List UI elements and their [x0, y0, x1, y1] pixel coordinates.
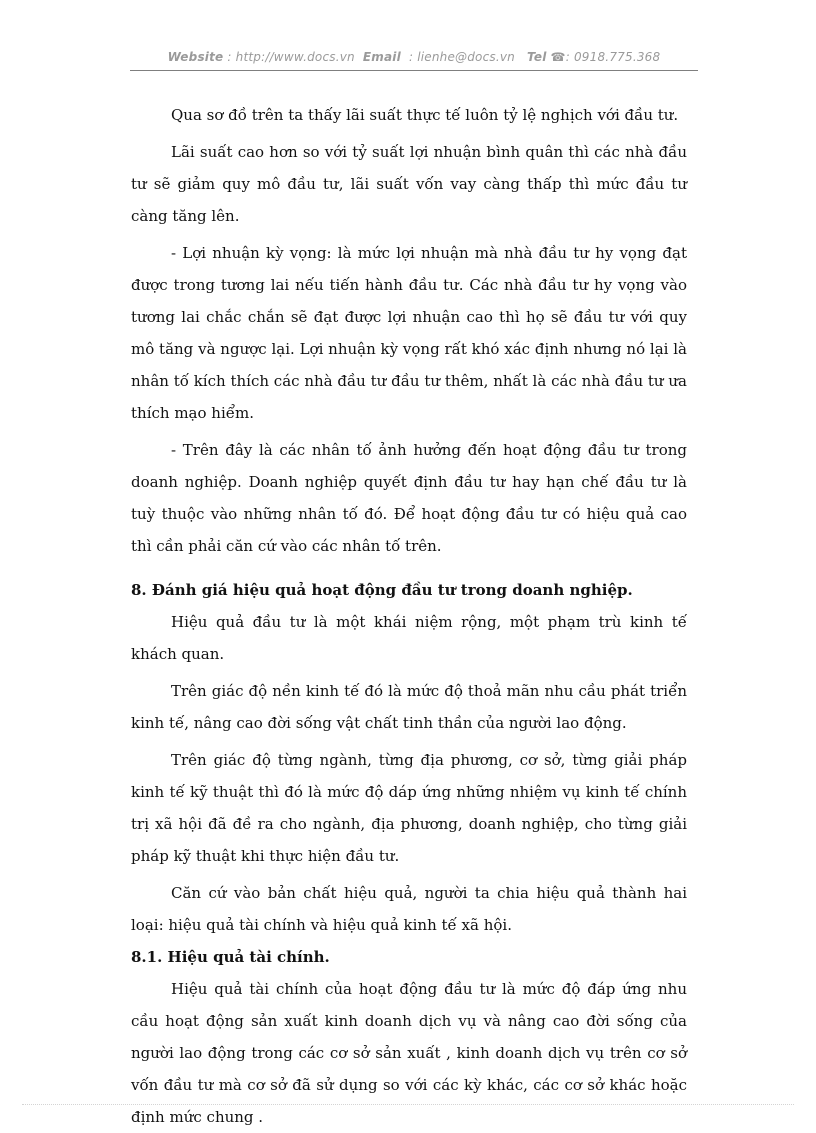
paragraph-5: Hiệu quả đầu tư là một khái niệm rộng, một phạm trù kinh tế khách quan. [131, 613, 687, 663]
header-divider [130, 70, 698, 71]
website-value[interactable]: : http://www.docs.vn [227, 50, 355, 64]
paragraph-6: Trên giác độ nền kinh tế đó là mức độ thoả mãn nhu cầu phát triển kinh tế, nâng cao đời sống vật chất tinh thần của người lao động. [131, 682, 687, 732]
email-value[interactable]: : lienhe@docs.vn [408, 50, 515, 64]
tel-label: Tel [527, 50, 547, 64]
paragraph-7: Trên giác độ từng ngành, từng địa phương, cơ sở, từng giải pháp kinh tế kỹ thuật thì đó là mức độ dáp ứng những nhiệm vụ kinh tế chính trị xã hội đã đề ra cho ngành, địa phương, doanh nghiệp, cho từng giải pháp kỹ thuật khi thực hiện đầu tư. [131, 751, 687, 865]
section-heading-8: 8. Đánh giá hiệu quả hoạt động đầu tư trong doanh nghiệp. [131, 581, 633, 599]
section-heading-8-1: 8.1. Hiệu quả tài chính. [131, 948, 330, 966]
telephone-icon: ☎ [550, 50, 566, 64]
footer-divider [22, 1104, 794, 1105]
paragraph-2: Lãi suất cao hơn so với tỷ suất lợi nhuận bình quân thì các nhà đầu tư sẽ giảm quy mô đầu tư, lãi suất vốn vay càng thấp thì mức đầu tư càng tăng lên. [131, 143, 687, 225]
tel-value: : 0918.775.368 [565, 50, 661, 64]
paragraph-1: Qua sơ đồ trên ta thấy lãi suất thực tế luôn tỷ lệ nghịch với đầu tư. [171, 106, 679, 124]
paragraph-3: - Lợi nhuận kỳ vọng: là mức lợi nhuận mà nhà đầu tư hy vọng đạt được trong tương lai nếu tiến hành đầu tư. Các nhà đầu tư hy vọng vào tương lai chắc chắn sẽ đạt được lợi nhuận cao thì họ sẽ đầu tư với quy mô tăng và ngược lại. Lợi nhuận kỳ vọng rất khó xác định nhưng nó lại là nhân tố kích thích các nhà đầu tư đầu tư thêm, nhất là các nhà đầu tư ưa thích mạo hiểm. [131, 244, 687, 422]
paragraph-4: - Trên đây là các nhân tố ảnh hưởng đến hoạt động đầu tư trong doanh nghiệp. Doanh nghiệp quyết định đầu tư hay hạn chế đầu tư là tuỳ thuộc vào những nhân tố đó. Để hoạt động đầu tư có hiệu quả cao thì cần phải căn cứ vào các nhân tố trên. [131, 441, 687, 555]
page-header [130, 50, 698, 64]
email-label: Email [362, 50, 401, 64]
paragraph-8: Căn cứ vào bản chất hiệu quả, người ta chia hiệu quả thành hai loại: hiệu quả tài chính và hiệu quả kinh tế xã hội. [131, 884, 687, 934]
paragraph-9: Hiệu quả tài chính của hoạt động đầu tư là mức độ đáp ứng nhu cầu hoạt động sản xuất kinh doanh dịch vụ và nâng cao đời sống của người lao động trong các cơ sở sản xuất , kinh doanh dịch vụ trên cơ sở vốn đầu tư mà cơ sở đã sử dụng so với các kỳ khác, các cơ sở khác hoặc định mức chung . [131, 980, 687, 1126]
document-body [131, 99, 687, 1133]
website-label: Website [167, 50, 224, 64]
